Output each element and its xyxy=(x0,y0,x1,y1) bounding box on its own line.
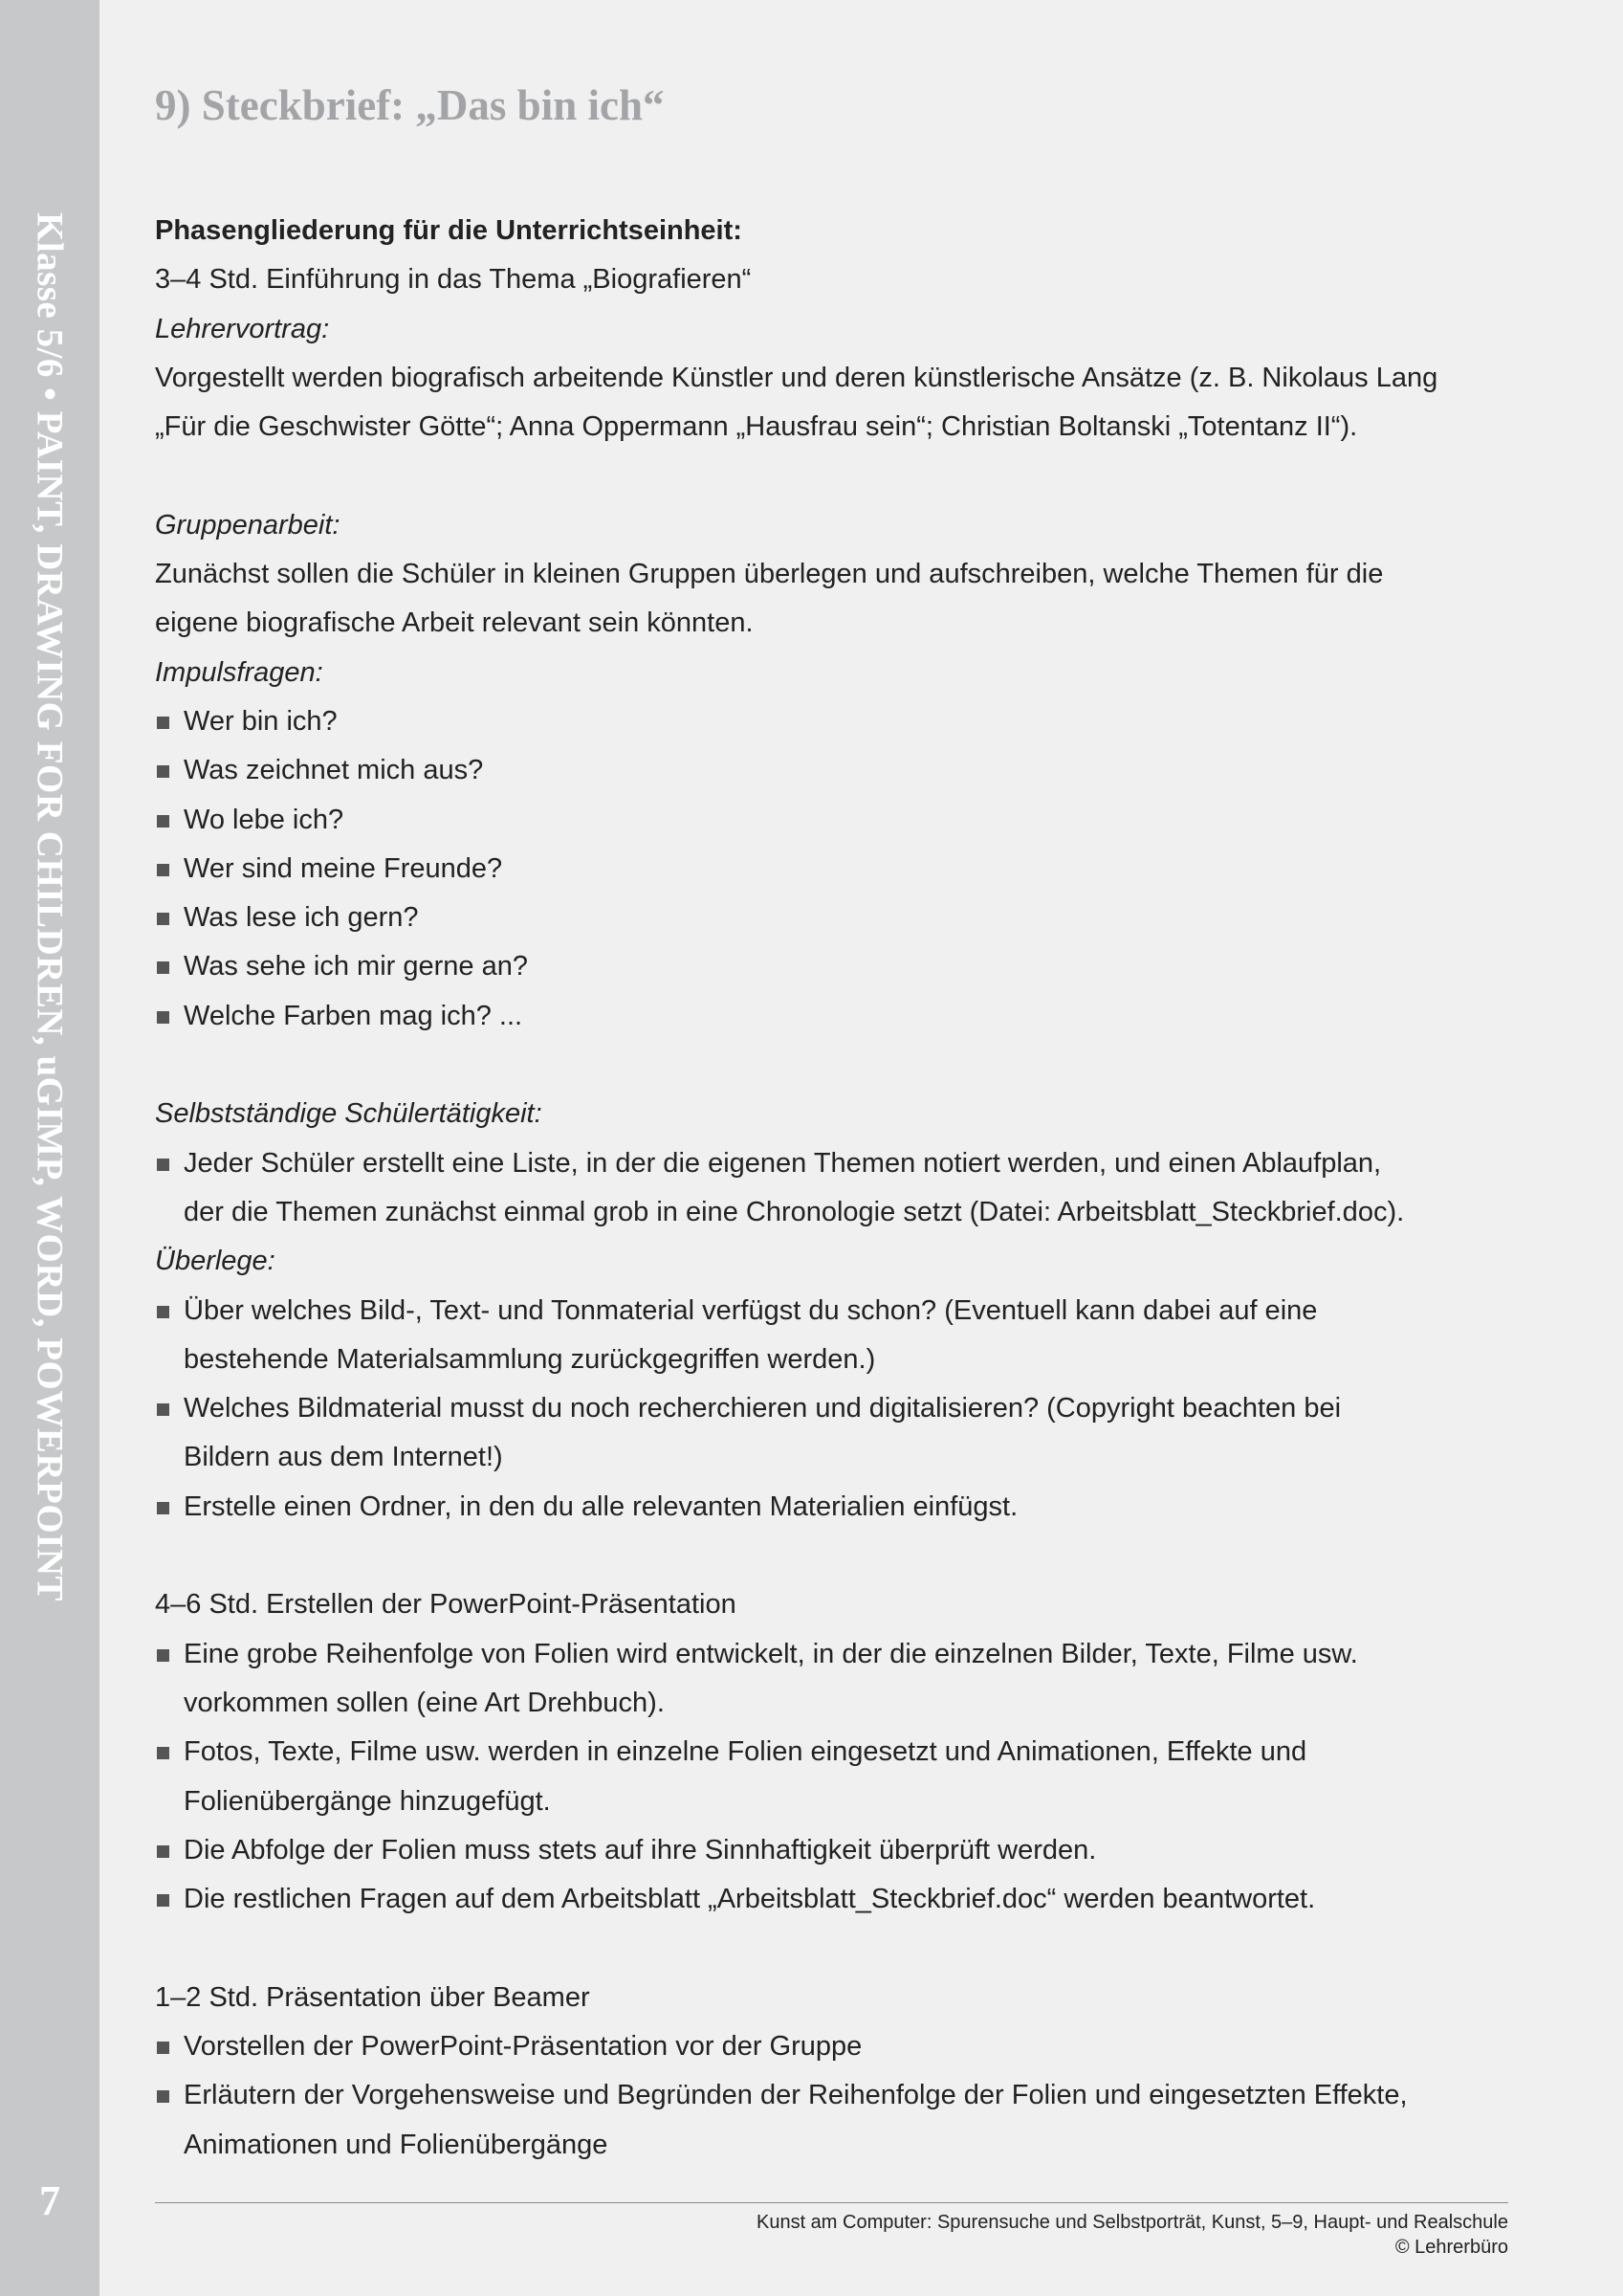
paragraph-line: Zunächst sollen die Schüler in kleinen Gruppen überlegen und aufschreiben, welche Themen für die xyxy=(155,559,1384,590)
sidebar xyxy=(0,0,99,2296)
bullet-square-icon xyxy=(157,961,169,974)
paragraph-line: Vorgestellt werden biografisch arbeitende Künstler und deren künstlerische Ansätze (z. B. Nikolaus Lang xyxy=(155,362,1438,393)
phase-heading: Phasengliederung für die Unterrichtseinheit: xyxy=(155,215,742,246)
selbststaendige-list xyxy=(155,1139,1513,1238)
list-item: Welche Farben mag ich? ... xyxy=(155,992,1513,1041)
lehrervortrag-label: Lehrervortrag: xyxy=(155,313,330,344)
list-item: Was zeichnet mich aus? xyxy=(155,746,1513,795)
list-item: Die restlichen Fragen auf dem Arbeitsblatt „Arbeitsblatt_Steckbrief.doc“ werden beantwortet. xyxy=(155,1875,1513,1924)
list-item: Fotos, Texte, Filme usw. werden in einzelne Folien eingesetzt und Animationen, Effekte und Folienübergänge hinzugefügt. xyxy=(155,1728,1513,1826)
powerpoint-list xyxy=(155,1630,1513,1925)
bullet-square-icon xyxy=(157,1403,169,1416)
ueberlege-list xyxy=(155,1287,1513,1532)
list-item: Was sehe ich mir gerne an? xyxy=(155,942,1513,991)
bullet-square-icon xyxy=(157,913,169,925)
bullet-square-icon xyxy=(157,1011,169,1024)
footer-source: Kunst am Computer: Spurensuche und Selbstporträt, Kunst, 5–9, Haupt- und Realschule xyxy=(756,2212,1508,2233)
sidebar-title: Klasse 5/6 • PAINT, DRAWING FOR CHILDREN, uGIMP, WORD, POWERPOINT xyxy=(29,212,71,1602)
footer-copyright: © Lehrerbüro xyxy=(1394,2237,1508,2258)
list-item: Erstelle einen Ordner, in den du alle relevanten Materialien einfügst. xyxy=(155,1483,1513,1532)
bullet-square-icon xyxy=(157,717,169,729)
phase-1-title: 3–4 Std. Einführung in das Thema „Biografieren“ xyxy=(155,264,752,296)
phase-3-title: 1–2 Std. Präsentation über Beamer xyxy=(155,1981,590,2013)
gruppenarbeit-label: Gruppenarbeit: xyxy=(155,509,340,541)
list-item: Welches Bildmaterial musst du noch recherchieren und digitalisieren? (Copyright beachten bei Bildern aus dem Internet!) xyxy=(155,1384,1513,1483)
bullet-square-icon xyxy=(157,1502,169,1514)
list-item: Wer bin ich? xyxy=(155,697,1513,746)
footer-divider xyxy=(155,2202,1508,2203)
list-item: Wo lebe ich? xyxy=(155,796,1513,845)
bullet-square-icon xyxy=(157,1894,169,1907)
page-number: 7 xyxy=(39,2177,60,2224)
list-item: Erläutern der Vorgehensweise und Begründen der Reihenfolge der Folien und eingesetzten Effekte, Animationen und Folienübergänge xyxy=(155,2071,1513,2170)
selbststaendige-label: Selbstständige Schülertätigkeit: xyxy=(155,1098,542,1130)
bullet-square-icon xyxy=(157,1649,169,1662)
bullet-square-icon xyxy=(157,1747,169,1759)
list-item: Eine grobe Reihenfolge von Folien wird entwickelt, in der die einzelnen Bilder, Texte, Filme usw. vorkommen sollen (eine Art Drehbuch). xyxy=(155,1630,1513,1729)
paragraph-line: „Für die Geschwister Götte“; Anna Oppermann „Hausfrau sein“; Christian Boltanski „Totentanz II“). xyxy=(155,411,1358,443)
presentation-list xyxy=(155,2022,1513,2170)
document-body xyxy=(155,207,1513,2170)
bullet-square-icon xyxy=(157,2090,169,2103)
bullet-square-icon xyxy=(157,864,169,876)
bullet-square-icon xyxy=(157,815,169,828)
ueberlege-label: Überlege: xyxy=(155,1246,275,1277)
impulsfragen-list xyxy=(155,697,1513,1041)
impulsfragen-label: Impulsfragen: xyxy=(155,656,323,688)
bullet-square-icon xyxy=(157,2042,169,2054)
bullet-square-icon xyxy=(157,1306,169,1318)
bullet-square-icon xyxy=(157,1159,169,1171)
list-item: Vorstellen der PowerPoint-Präsentation vor der Gruppe xyxy=(155,2022,1513,2071)
list-item: Die Abfolge der Folien muss stets auf ihre Sinnhaftigkeit überprüft werden. xyxy=(155,1826,1513,1875)
list-item: Über welches Bild-, Text- und Tonmaterial verfügst du schon? (Eventuell kann dabei auf eine bestehende Materialsammlung zurückgegriffen werden.) xyxy=(155,1287,1513,1385)
paragraph-line: eigene biografische Arbeit relevant sein könnten. xyxy=(155,607,754,639)
list-item: Was lese ich gern? xyxy=(155,894,1513,942)
page-title: 9) Steckbrief: „Das bin ich“ xyxy=(155,81,665,129)
bullet-square-icon xyxy=(157,1845,169,1858)
bullet-square-icon xyxy=(157,765,169,778)
footer xyxy=(757,2210,1508,2260)
phase-2-title: 4–6 Std. Erstellen der PowerPoint-Präsentation xyxy=(155,1589,736,1621)
list-item: Jeder Schüler erstellt eine Liste, in der die eigenen Themen notiert werden, und einen Ablaufplan, der die Themen zunächst einmal grob in eine Chronologie setzt (Datei: Arbeitsblatt_Steckbrief.doc). xyxy=(155,1139,1513,1238)
list-item: Wer sind meine Freunde? xyxy=(155,845,1513,894)
